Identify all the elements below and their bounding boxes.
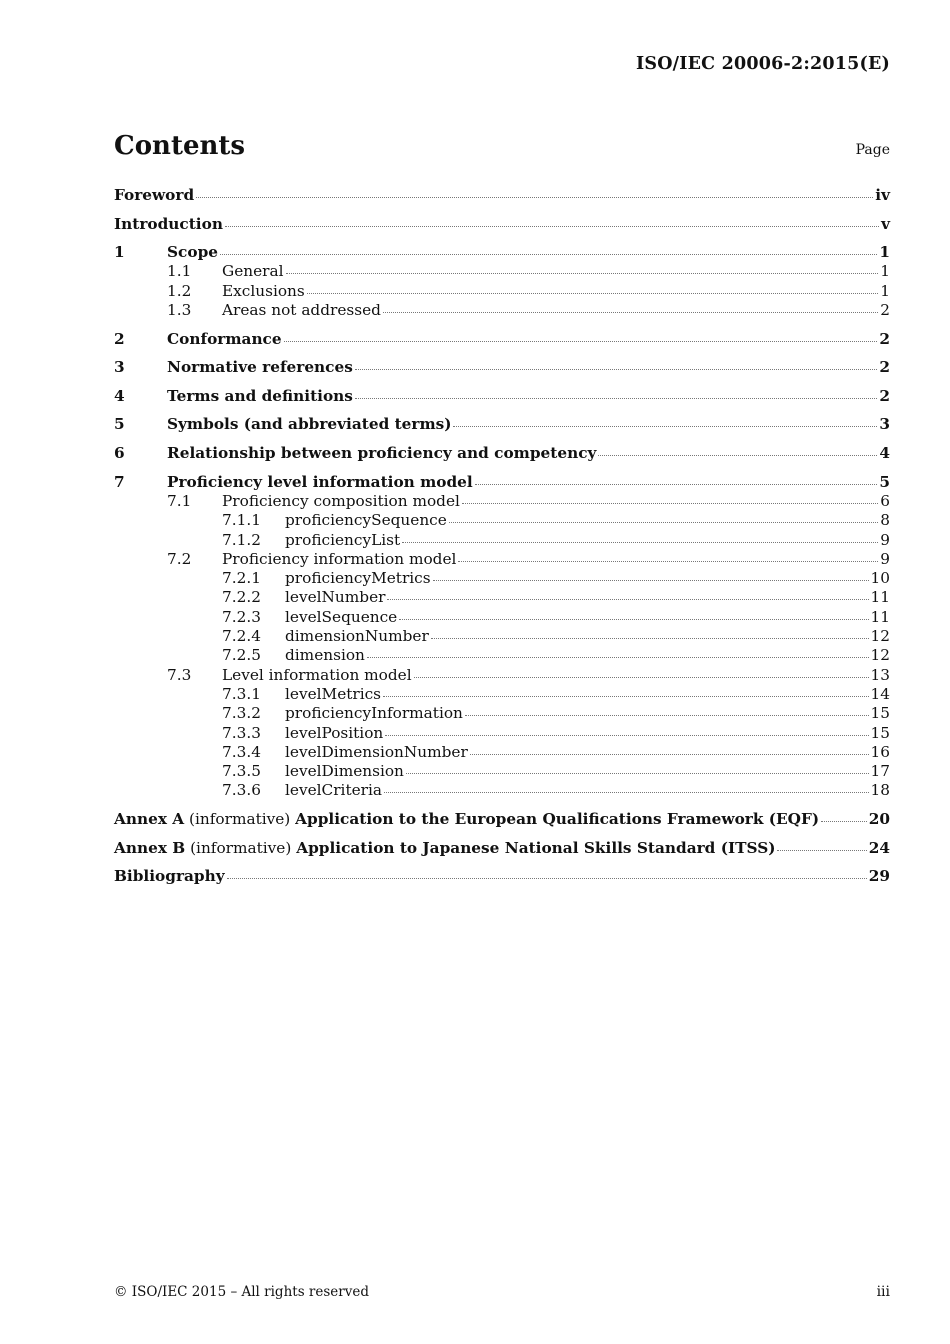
toc-entry-title: levelCriteria (285, 781, 382, 800)
dot-leader (462, 502, 878, 504)
toc-entry-page: 29 (868, 867, 890, 886)
toc-entry[interactable] (114, 685, 890, 704)
toc-entry-title: levelDimensionNumber (285, 742, 468, 761)
toc-entry-title: Proficiency composition model (222, 491, 460, 510)
toc-entry-page: 17 (870, 762, 890, 781)
toc-entry-page: 10 (870, 569, 890, 588)
toc-entry[interactable] (114, 387, 890, 406)
standard-id: ISO/IEC 20006-2:2015(E) (636, 54, 890, 74)
toc-entry-page: 1 (880, 281, 890, 300)
dot-leader (196, 196, 873, 198)
toc-entry-number: 7.3.3 (222, 723, 261, 742)
toc-entry[interactable] (114, 550, 890, 569)
toc-entry[interactable] (114, 867, 890, 886)
toc-entry-title: General (222, 262, 284, 281)
dot-leader (402, 541, 878, 543)
toc-entry-title: Exclusions (222, 281, 305, 300)
toc-entry[interactable] (114, 243, 890, 262)
toc-entry-title: Symbols (and abbreviated terms) (167, 415, 452, 434)
toc-entry-page: 11 (870, 607, 890, 626)
dot-leader (367, 656, 869, 658)
toc-entry-title: levelMetrics (285, 684, 382, 703)
dot-leader (475, 483, 878, 485)
dot-leader (387, 598, 868, 600)
toc-entry-title: Areas not addressed (222, 301, 381, 320)
toc-entry-number: 1.2 (167, 281, 192, 300)
toc-entry-page: 12 (870, 627, 890, 646)
dot-leader (385, 734, 868, 736)
toc-entry-title: Normative references (167, 358, 353, 377)
toc-entry[interactable] (114, 444, 890, 463)
toc-entry-title: Level information model (222, 665, 412, 684)
toc-entry-page: 1 (880, 262, 890, 281)
toc-entry-title: levelDimension (285, 762, 404, 781)
dot-leader (383, 311, 878, 313)
toc-entry-title: Relationship between proficiency and competency (167, 444, 597, 463)
toc-entry-page: 1 (879, 243, 890, 262)
page-title: Contents (114, 131, 246, 161)
toc-entry-title: dimensionNumber (285, 627, 429, 646)
toc-entry-number: 3 (114, 358, 125, 377)
toc-entry-number: 7.3.6 (222, 781, 261, 800)
dot-leader (399, 618, 868, 620)
toc-annex-entry[interactable] (114, 839, 890, 858)
dot-leader (433, 579, 869, 581)
toc-entry[interactable] (114, 704, 890, 723)
toc-entry[interactable] (114, 415, 890, 434)
toc-entry-title: proficiencyMetrics (285, 569, 431, 588)
dot-leader (821, 820, 867, 822)
toc-entry-title: Introduction (114, 214, 223, 233)
toc-entry-number: 7.3.5 (222, 762, 261, 781)
toc-entry-page: 2 (880, 301, 890, 320)
toc-entry-number: 7.1.1 (222, 511, 261, 530)
toc-entry[interactable] (114, 492, 890, 511)
dot-leader (284, 340, 878, 342)
toc-annex-entry[interactable] (114, 810, 890, 829)
dot-leader (414, 676, 869, 678)
toc-entry-title: Bibliography (114, 867, 225, 886)
toc-entry-page: 9 (880, 549, 890, 568)
dot-leader (220, 253, 877, 255)
toc-entry-number: 7.3.2 (222, 704, 261, 723)
toc-entry-number: 1.1 (167, 262, 192, 281)
toc-entry-title (114, 810, 819, 829)
toc-entry-page: 9 (880, 530, 890, 549)
toc-entry-title: Proficiency information model (222, 549, 457, 568)
toc-entry[interactable] (114, 646, 890, 665)
annex-label: Annex B (114, 838, 186, 857)
toc-entry-page: 24 (868, 838, 890, 857)
dot-leader (777, 849, 866, 851)
toc-entry[interactable] (114, 215, 890, 234)
toc-entry-page: 5 (879, 472, 890, 491)
toc-entry-number: 2 (114, 329, 125, 348)
toc-entry[interactable] (114, 743, 890, 762)
toc-entry-page: 4 (879, 444, 890, 463)
dot-leader (458, 560, 878, 562)
dot-leader (431, 637, 869, 639)
toc-entry-page: 2 (879, 386, 890, 405)
toc-entry-page: 8 (880, 511, 890, 530)
toc-entry[interactable] (114, 330, 890, 349)
toc-entry-number: 4 (114, 386, 125, 405)
toc-entry[interactable] (114, 262, 890, 281)
annex-label: Annex A (114, 809, 185, 828)
toc-entry[interactable] (114, 781, 890, 800)
toc-entry-title: Conformance (167, 329, 282, 348)
dot-leader (453, 425, 877, 427)
dot-leader (449, 521, 878, 523)
toc-entry-number: 5 (114, 415, 125, 434)
table-of-contents (114, 180, 890, 886)
footer-page-number: iii (876, 1284, 890, 1300)
dot-leader (384, 791, 869, 793)
toc-entry-title: levelPosition (285, 723, 384, 742)
toc-entry[interactable] (114, 569, 890, 588)
toc-entry-title: levelNumber (285, 588, 386, 607)
toc-entry-page: 15 (870, 723, 890, 742)
toc-entry-page: 16 (870, 742, 890, 761)
dot-leader (383, 695, 869, 697)
toc-entry-title: Terms and definitions (167, 386, 353, 405)
dot-leader (598, 454, 877, 456)
toc-entry-number: 7.3 (167, 665, 192, 684)
toc-entry[interactable] (114, 627, 890, 646)
toc-entry-page: 13 (870, 665, 890, 684)
toc-entry-page: 2 (879, 329, 890, 348)
toc-entry-number: 7.2.4 (222, 627, 261, 646)
page-column-label: Page (855, 142, 890, 158)
toc-entry[interactable] (114, 511, 890, 530)
toc-entry[interactable] (114, 588, 890, 607)
toc-entry-number: 7 (114, 472, 125, 491)
dot-leader (307, 292, 879, 294)
toc-entry[interactable] (114, 724, 890, 743)
toc-entry-number: 1.3 (167, 301, 192, 320)
toc-entry-title: proficiencySequence (285, 511, 447, 530)
toc-entry-page: 11 (870, 588, 890, 607)
toc-entry[interactable] (114, 186, 890, 205)
toc-entry[interactable] (114, 762, 890, 781)
dot-leader (406, 772, 869, 774)
toc-entry[interactable] (114, 282, 890, 301)
toc-entry-page: 6 (880, 491, 890, 510)
toc-entry-title (114, 839, 775, 858)
toc-entry-page: 12 (870, 646, 890, 665)
toc-entry-page: 14 (870, 684, 890, 703)
dot-leader (355, 397, 877, 399)
dot-leader (465, 714, 869, 716)
toc-entry[interactable] (114, 531, 890, 550)
toc-entry-page: 2 (879, 358, 890, 377)
toc-entry-number: 7.2.5 (222, 646, 261, 665)
toc-entry-page: iv (875, 186, 890, 204)
toc-entry-page: 3 (879, 415, 890, 434)
annex-note: (informative) (189, 809, 291, 828)
toc-entry-title: levelSequence (285, 607, 398, 626)
toc-entry-page: v (881, 214, 890, 233)
toc-entry-title: Scope (167, 243, 218, 262)
dot-leader (225, 225, 879, 227)
toc-entry-number: 7.3.4 (222, 742, 261, 761)
dot-leader (227, 877, 867, 879)
toc-entry-title: Foreword (114, 186, 195, 204)
annex-title: Application to Japanese National Skills Standard (ITSS) (296, 838, 776, 857)
toc-entry-page: 18 (870, 781, 890, 800)
dot-leader (355, 368, 878, 370)
toc-entry-title: proficiencyList (285, 530, 401, 549)
toc-entry[interactable] (114, 666, 890, 685)
annex-note: (informative) (190, 838, 292, 857)
toc-entry[interactable] (114, 608, 890, 627)
toc-entry-title: dimension (285, 646, 365, 665)
toc-entry-number: 7.1 (167, 491, 192, 510)
dot-leader (470, 753, 869, 755)
toc-entry-number: 7.2.1 (222, 569, 261, 588)
toc-entry[interactable] (114, 473, 890, 492)
toc-entry-number: 1 (114, 243, 125, 262)
toc-entry[interactable] (114, 301, 890, 320)
toc-entry-number: 6 (114, 444, 125, 463)
toc-entry-page: 20 (868, 809, 890, 828)
footer-copyright: © ISO/IEC 2015 – All rights reserved (114, 1284, 369, 1300)
toc-entry-number: 7.3.1 (222, 684, 261, 703)
toc-entry-title: proficiencyInformation (285, 704, 463, 723)
annex-title: Application to the European Qualifications Framework (EQF) (295, 809, 820, 828)
toc-entry-number: 7.2.2 (222, 588, 261, 607)
toc-entry-title: Proficiency level information model (167, 472, 473, 491)
toc-entry-number: 7.2 (167, 549, 192, 568)
dot-leader (286, 272, 879, 274)
toc-entry-page: 15 (870, 704, 890, 723)
toc-entry-number: 7.2.3 (222, 607, 261, 626)
toc-entry-number: 7.1.2 (222, 530, 261, 549)
toc-entry[interactable] (114, 358, 890, 377)
